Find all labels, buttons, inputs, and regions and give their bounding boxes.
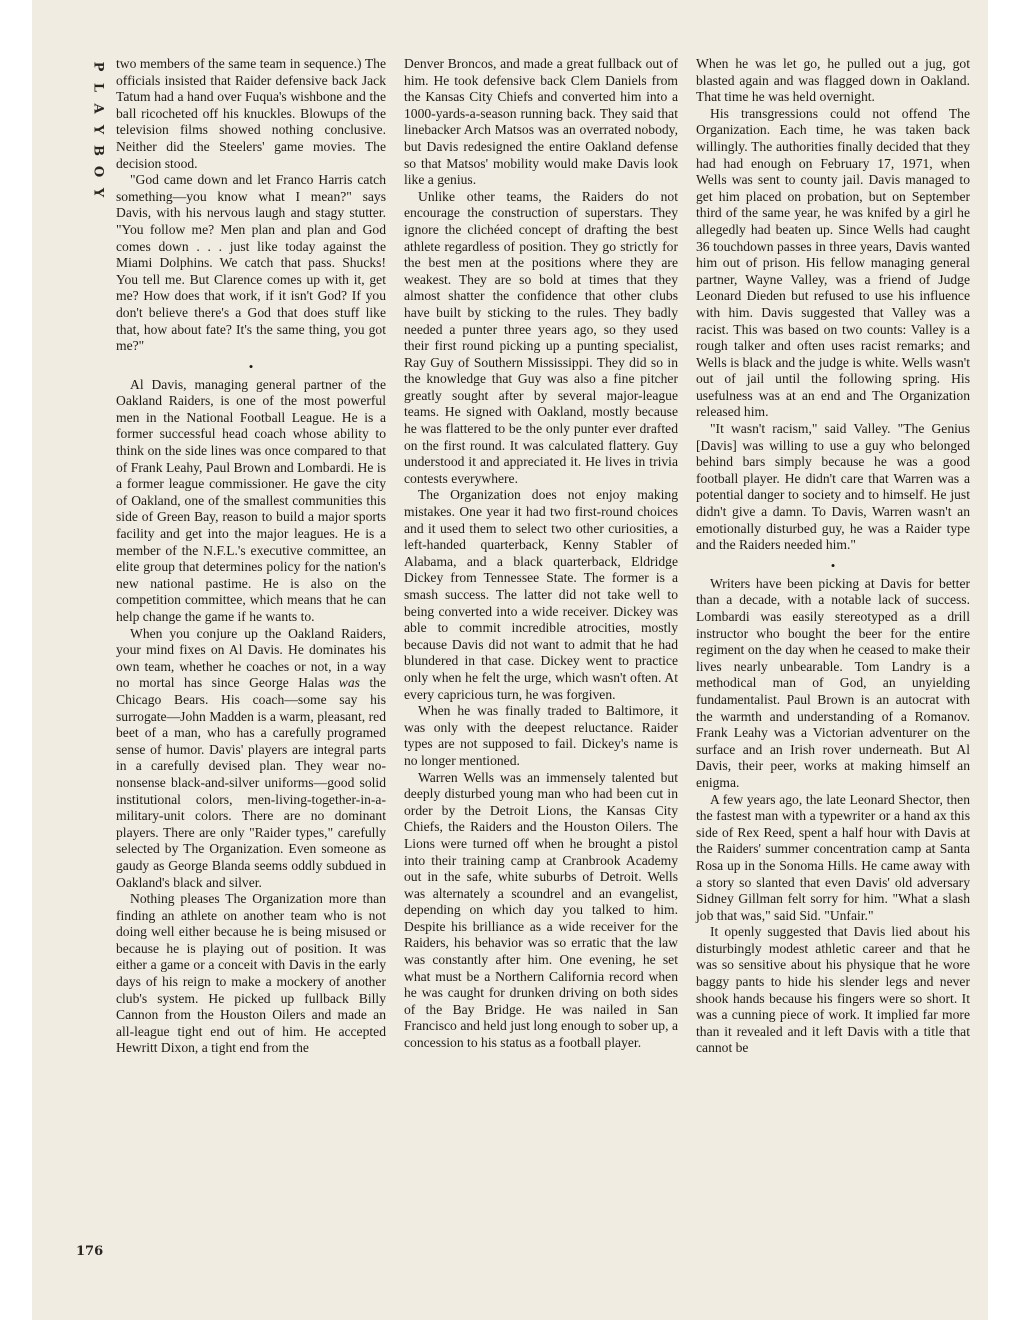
paragraph: The Organization does not enjoy making mistakes. One year it had two first-round choices and it used them to select two other curiosities, a left-handed quarterback, Kenny Stabler of Alabama, and a black quarterback, Eldridge Dickey from Tennessee State. The former is a smash success. The latter did not take well to being converted into a wide receiver. Dickey was able to commit incredible atrocities, mostly because Davis did not want to admit that he had blundered in that case. Dickey went to practice only when he felt the urge, which wasn't often. At every capricious turn, he was forgiven.: [404, 487, 678, 702]
paragraph: When he was finally traded to Baltimore, it was only with the deepest reluctance. Raider types are not supposed to fail. Dickey's name is no longer mentioned.: [404, 703, 678, 768]
runner-letter: L: [90, 82, 106, 93]
runner-letter: Y: [90, 187, 106, 198]
paragraph: His transgressions could not offend The Organization. Each time, he was taken back willingly. The authorities finally decided that they had had enough on February 17, 1971, when Wells was sent to county jail. Davis managed to get him placed on probation, but on September third of the same year, he was knifed by a girl he allegedly had beaten up. Since Wells had caught 36 touchdown passes in three years, Davis wanted him out of prison. His fellow managing general partner, Wayne Valley, was a friend of Judge Leonard Dieden but refused to use his influence with him. Davis suggested that Valley was a racist. This was based on two counts: Valley is a rough talker and often uses racist remarks; and Wells is black and the judge is white. Wells wasn't out of jail until the following spring. His usefulness was at an end and The Organization released him.: [696, 105, 970, 420]
paragraph: Al Davis, managing general partner of the Oakland Raiders, is one of the most powerful men in the National Football League. He is a former successful head coach whose ability to think on the side lines was once compared to that of Frank Leahy, Paul Brown and Lombardi. He is a former league commissioner. He gave the city of Oakland, one of the smallest communities this side of Green Bay, reason to build a major sports facility and get into the major leagues. He is a member of the N.F.L.'s executive committee, an elite group that determines policy for the nation's new national pastime. He is also on the competition committee, which means that he can help change the game if he wants to.: [116, 376, 386, 624]
text-run: When you conjure up the Oakland Raiders, your mind fixes on Al Davis. He dominates his own team, whether he coaches or not, in a way no mortal has since George Halas: [116, 625, 386, 691]
section-separator: •: [248, 358, 254, 374]
section-separator: •: [830, 557, 836, 573]
runner-letter: A: [90, 103, 106, 114]
italic-text: was: [338, 675, 360, 691]
paragraph: Writers have been picking at Davis for better than a decade, with a notable lack of success. Lombardi was easily stereotyped as a drill instructor who bought the beer for the entire regiment on the day when he ceased to make their lives nearly unbearable. Tom Landry is a methodical man of God, an unyielding fundamentalist. Paul Brown is an autocrat with the warmth and understanding of a Romanov. Frank Leahy was a Victorian adventurer on the surface and an Irish rover underneath. But Al Davis, their peer, works at making himself an enigma.: [696, 575, 970, 790]
runner-letter: Y: [90, 124, 106, 135]
paragraph: [116, 626, 386, 892]
text-column-3: [696, 56, 970, 1057]
magazine-page: [32, 0, 988, 1320]
runner-letter: B: [90, 145, 106, 156]
paragraph: two members of the same team in sequence.) The officials insisted that Raider defensive back Jack Tatum had a hand over Fuqua's wishbone and the ball ricocheted off his knuckles. Blowups of the television films showed nothing conclusive. Neither did the Steelers' game movies. The decision stood.: [116, 56, 386, 171]
paragraph: It openly suggested that Davis lied about his disturbingly modest athletic career and that he was so sensitive about his physique that he wore baggy pants to hide his slender legs and never shook hands because his fingers were so short. It was a cunning piece of work. It implied far more than it revealed and it left Davis with a title that cannot be: [696, 924, 970, 1056]
paragraph: "It wasn't racism," said Valley. "The Genius [Davis] was willing to use a guy who belonged behind bars simply because he was a good football player. He didn't care that Warren was a potential danger to society and to himself. He just didn't give a damn. To Davis, Warren wasn't an emotionally disturbed guy, he was a Raider type and the Raiders needed him.": [696, 421, 970, 553]
paragraph: A few years ago, the late Leonard Shector, then the fastest man with a typewriter or a hand ax this side of Rex Reed, spent a half hour with Davis at the Raiders' summer concentration camp at Santa Rosa up in the Sonoma Hills. He came away with a story so slanted that even Davis' old adversary Sidney Gillman felt sorry for him. "What a slash job that was," said Sid. "Unfair.": [696, 791, 970, 923]
magazine-running-head: [88, 56, 108, 203]
paragraph: Warren Wells was an immensely talented but deeply disturbed young man who had been cut in order by the Detroit Lions, the Kansas City Chiefs, the Raiders and the Houston Oilers. The Lions were turned off when he brought a pistol into their training camp at Cranbrook Academy out in the safe, white suburbs of Detroit. Wells was alternately a scoundrel and an evangelist, depending on which day you talked to him. Despite his brilliance as a wide receiver for the Raiders, his behavior was so erratic that the law was constantly after him. One evening, he set what must be a Northern California record when he was caught for drunken driving on both sides of the Bay Bridge. He was nailed in San Francisco and held just long enough to sober up, a concession to his status as a football player.: [404, 769, 678, 1051]
paragraph: When he was let go, he pulled out a jug, got blasted again and was flagged down in Oakland. That time he was held overnight.: [696, 56, 970, 105]
text-column-2: [404, 56, 678, 1052]
paragraph: Denver Broncos, and made a great fullback out of him. He took defensive back Clem Daniels from the Kansas City Chiefs and converted him into a 1000-yards-a-season running back. They said that linebacker Arch Matsos was an overrated nobody, but Davis redesigned the entire Oakland defense so that Matsos' mobility would make Davis look like a genius.: [404, 56, 678, 188]
runner-letter: O: [90, 165, 106, 178]
runner-letter: P: [90, 61, 106, 72]
paragraph: Unlike other teams, the Raiders do not encourage the construction of superstars. They ignore the clichéed concept of drafting the best athlete regardless of position. They go strictly for the best men at the positions where they are weakest. They are so bold at times that they almost shatter the confidence that other clubs have built by sticking to the rules. They badly needed a punter three years ago, so they used their first round picking up a punting specialist, Ray Guy of Southern Mississippi. They did so in the knowledge that Guy was also a fine pitcher greatly sought after by several major-league teams. He signed with Oakland, mostly because he was flattered to be the only punter ever drafted on the first round. It was calculated flattery. Guy understood it and appreciated it. He lives in trivia contests everywhere.: [404, 188, 678, 486]
page-number: 176: [76, 1244, 104, 1259]
paragraph: "God came down and let Franco Harris catch something—you know what I mean?" says Davis, with his nervous laugh and stagy stutter. "You follow me? Men plan and plan and God comes down . . . just like today against the Miami Dolphins. We catch that pass. Shucks! You tell me. But Clarence comes up with it, get me? How does that work, if it isn't God? If you don't believe there's a God that does stuff like that, how about fate? It's the same thing, you got me?": [116, 172, 386, 354]
text-run: the Chicago Bears. His coach—some say his surrogate—John Madden is a warm, pleasant, red beet of a man, who has a carefully programed sense of humor. Davis' players are integral parts in a carefully devised plan. They wear no-nonsense black-and-silver uniforms—good solid institutional colors, men-living-together-in-a-military-unit colors. There are no dominant players. There are only "Raider types," carefully selected by The Organization. Even someone as gaudy as George Blanda seems oddly subdued in Oakland's black and silver.: [116, 675, 386, 890]
text-column-1: [116, 56, 386, 1057]
paragraph: Nothing pleases The Organization more than finding an athlete on another team who is not doing well either because he is being misused or because he is playing out of position. It was either a game or a conceit with Davis in the early days of his reign to make a mockery of another club's system. He picked up fullback Billy Cannon from the Houston Oilers and made an all-league tight end out of him. He accepted Hewritt Dixon, a tight end from the: [116, 891, 386, 1056]
